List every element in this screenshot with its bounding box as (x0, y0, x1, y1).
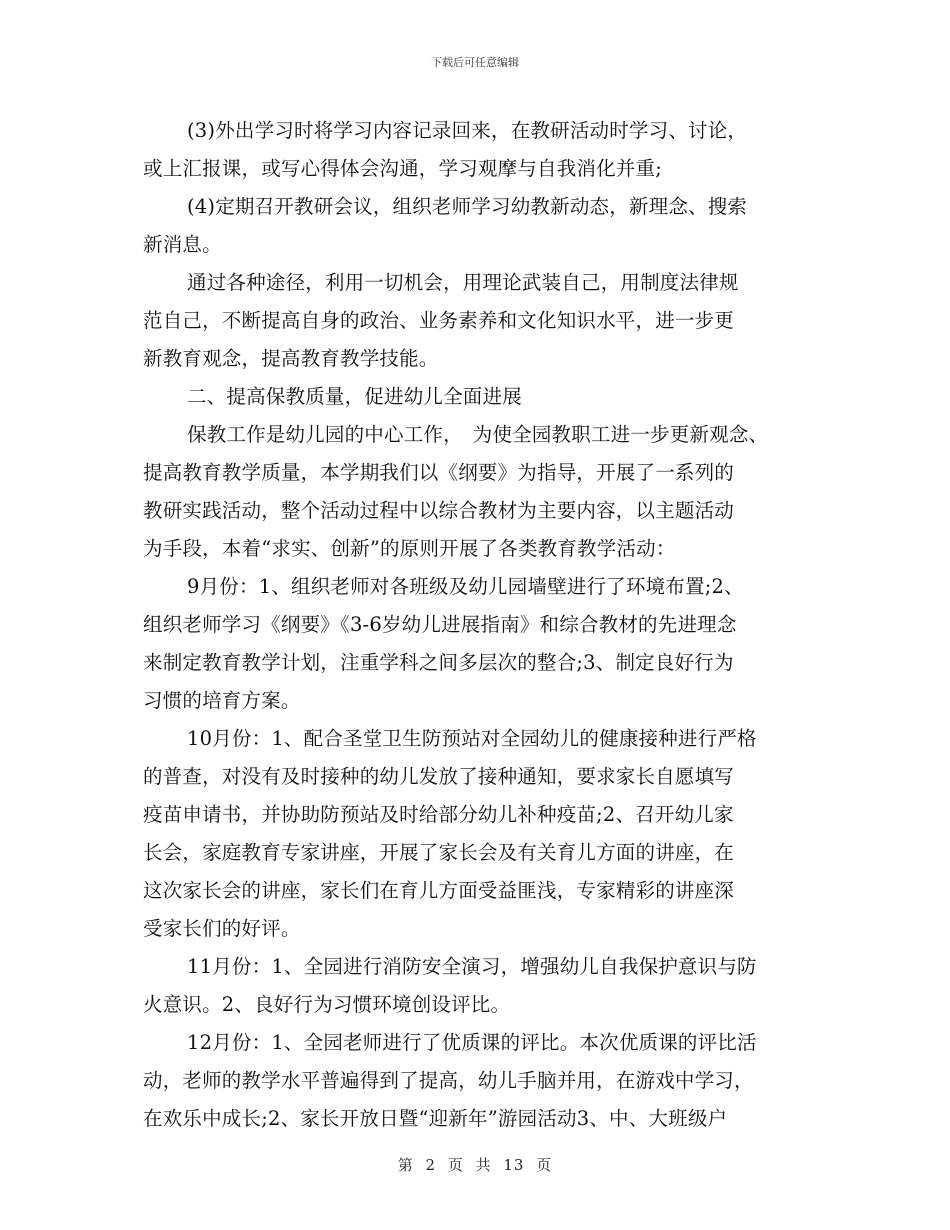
paragraph-line: 新教育观念，提高教育教学技能。 (143, 347, 439, 370)
paragraph-line: 动，老师的教学水平普遍得到了提高，幼儿手脑并用，在游戏中学习， (143, 1069, 754, 1092)
paragraph-line: 11月份：1、全园进行消防安全演习，增强幼儿自我保护意识与防 (187, 955, 757, 978)
paragraph-line: 火意识。2、良好行为习惯环境创设评比。 (143, 993, 511, 1016)
paragraph-line: (4)定期召开教研会议，组织老师学习幼教新动态，新理念、搜索 (187, 195, 748, 218)
paragraph-line: 范自己，不断提高自身的政治、业务素养和文化知识水平，进一步更 (143, 309, 735, 332)
paragraph-line: 这次家长会的讲座，家长们在育儿方面受益匪浅，专家精彩的讲座深 (143, 879, 735, 902)
paragraph-line: 10月份：1、配合圣堂卫生防预站对全园幼儿的健康接种进行严格 (187, 727, 757, 750)
paragraph-line: 长会，家庭教育专家讲座，开展了家长会及有关育儿方面的讲座，在 (143, 841, 735, 864)
paragraph-line: 的普查，对没有及时接种的幼儿发放了接种通知，要求家长自愿填写 (143, 765, 735, 788)
paragraph-line: 教研实践活动，整个活动过程中以综合教材为主要内容，以主题活动 (143, 499, 735, 522)
section-heading: 二、提高保教质量，促进幼儿全面进展 (187, 385, 522, 408)
paragraph-line: 提高教育教学质量，本学期我们以《纲要》为指导，开展了一系列的 (143, 461, 735, 484)
page-header: 下载后可任意编辑 (431, 56, 519, 69)
paragraph-line: 组织老师学习《纲要》《3-6岁幼儿进展指南》和综合教材的先进理念 (143, 613, 737, 636)
paragraph-line: 12月份：1、全园老师进行了优质课的评比。本次优质课的评比活 (187, 1031, 757, 1054)
document-body (143, 112, 828, 1138)
paragraph-line: 9月份：1、组织老师对各班级及幼儿园墙壁进行了环境布置;2、 (187, 575, 744, 598)
paragraph-line: 习惯的培育方案。 (143, 689, 301, 712)
paragraph-line: 保教工作是幼儿园的中心工作， 为使全园教职工进一步更新观念、 (187, 423, 769, 446)
paragraph-line: (3)外出学习时将学习内容记录回来，在教研活动时学习、讨论， (187, 119, 748, 142)
paragraph-line: 通过各种途径，利用一切机会，用理论武装自己，用制度法律规 (187, 271, 739, 294)
paragraph-line: 疫苗申请书，并协助防预站及时给部分幼儿补种疫苗;2、召开幼儿家 (143, 803, 734, 826)
paragraph-line: 新消息。 (143, 233, 222, 256)
paragraph-line: 在欢乐中成长;2、家长开放日暨“迎新年”游园活动3、中、大班级户 (143, 1107, 728, 1130)
paragraph-line: 来制定教育教学计划，注重学科之间多层次的整合;3、制定良好行为 (143, 651, 734, 674)
page-footer: 第 2 页 共 13 页 (397, 1156, 553, 1174)
paragraph-line: 受家长们的好评。 (143, 917, 301, 940)
paragraph-line: 或上汇报课，或写心得体会沟通，学习观摩与自我消化并重; (143, 157, 662, 180)
paragraph-line: 为手段，本着“求实、创新”的原则开展了各类教育教学活动： (143, 537, 676, 560)
